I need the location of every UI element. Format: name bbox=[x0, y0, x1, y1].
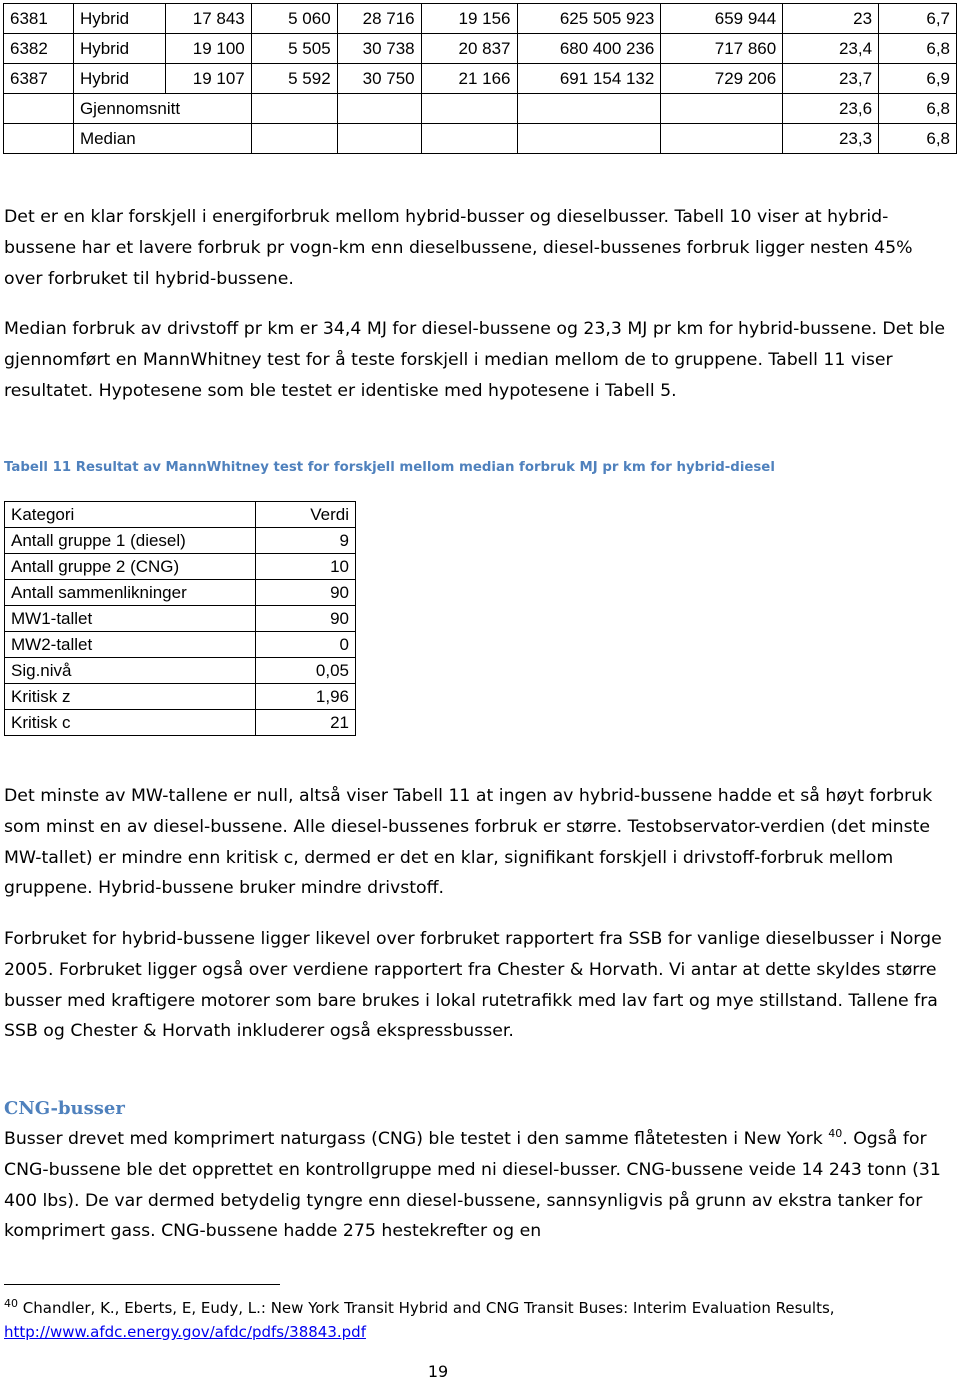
empty-cell bbox=[337, 124, 421, 154]
table-row bbox=[4, 34, 957, 64]
empty-cell bbox=[251, 94, 337, 124]
stats-header-kategori: Kategori bbox=[5, 502, 256, 528]
fuel-data-rows bbox=[4, 4, 957, 154]
paragraph-median-consumption: Median forbruk av drivstoff pr km er 34,4 MJ for diesel-bussene og 23,3 MJ pr km for hybrid-bussene. Det ble gjennomført en MannWhitney test for å teste forskjell i median mellom de to gruppene. Tabell 11 viser resultatet. Hypotesene som ble testet er identiske med hypotesene i Tabell 5. bbox=[4, 319, 946, 401]
paragraph-energy-difference: Det er en klar forskjell i energiforbruk mellom hybrid-busser og dieselbusser. Tabell 10 viser at hybrid-bussene har et lavere forbruk pr vogn-km enn dieselbussene, diesel-bussenes forbruk ligger nesten 45% over forbruket til hybrid-bussene. bbox=[4, 207, 913, 289]
table-cell: Hybrid bbox=[73, 4, 165, 34]
cng-text-start: Busser drevet med komprimert naturgass (CNG) ble testet i den samme flåtetesten i New York bbox=[4, 1129, 829, 1149]
table-cell: 28 716 bbox=[337, 4, 421, 34]
page-number: 19 bbox=[427, 1362, 449, 1381]
stats-kategori: Sig.nivå bbox=[5, 658, 256, 684]
footnote-reference[interactable]: 40 bbox=[828, 1127, 843, 1141]
stats-header-verdi: Verdi bbox=[256, 502, 356, 528]
summary-value-2: 6,8 bbox=[879, 94, 957, 124]
table-cell: 5 592 bbox=[251, 64, 337, 94]
stats-verdi: 0 bbox=[256, 632, 356, 658]
table-row bbox=[5, 658, 356, 684]
table-cell: 6382 bbox=[4, 34, 74, 64]
stats-kategori: Kritisk c bbox=[5, 710, 256, 736]
table-cell: 6,9 bbox=[879, 64, 957, 94]
table-cell: 23,7 bbox=[783, 64, 879, 94]
fuel-data-table bbox=[3, 3, 957, 154]
footnote-text: Chandler, K., Eberts, E, Eudy, L.: New York Transit Hybrid and CNG Transit Buses: Interim Evaluation Results, bbox=[18, 1299, 835, 1317]
table-cell: 19 156 bbox=[421, 4, 517, 34]
empty-cell bbox=[517, 94, 661, 124]
table-cell: 6387 bbox=[4, 64, 74, 94]
table-cell: Hybrid bbox=[73, 64, 165, 94]
stats-verdi: 10 bbox=[256, 554, 356, 580]
empty-cell bbox=[421, 124, 517, 154]
table-cell: 6,7 bbox=[879, 4, 957, 34]
stats-verdi: 9 bbox=[256, 528, 356, 554]
table-row bbox=[5, 710, 356, 736]
paragraph-cng-busses bbox=[4, 1124, 954, 1247]
cng-text-end: . Også for CNG-bussene ble det opprettet en kontrollgruppe med ni diesel-busser. CNG-bussene veide 14 243 tonn (31 400 lbs). De var dermed betydelig tyngre enn diesel-bussene, sannsynligvis på grunn av ekstra tanker for komprimert gass. CNG-bussene hadde 275 hestekrefter og en bbox=[4, 1129, 941, 1242]
table-row bbox=[5, 606, 356, 632]
empty-cell bbox=[337, 94, 421, 124]
table-row bbox=[5, 684, 356, 710]
empty-cell bbox=[4, 124, 74, 154]
stats-verdi: 0,05 bbox=[256, 658, 356, 684]
empty-cell bbox=[517, 124, 661, 154]
empty-cell bbox=[661, 94, 783, 124]
table-row bbox=[5, 554, 356, 580]
table-cell: Hybrid bbox=[73, 34, 165, 64]
stats-kategori: Antall gruppe 2 (CNG) bbox=[5, 554, 256, 580]
table-cell: 659 944 bbox=[661, 4, 783, 34]
mannwhitney-results-table bbox=[4, 501, 356, 736]
empty-cell bbox=[251, 124, 337, 154]
empty-cell bbox=[4, 94, 74, 124]
empty-cell bbox=[421, 94, 517, 124]
paragraph-mw-conclusion: Det minste av MW-tallene er null, altså viser Tabell 11 at ingen av hybrid-bussene hadde et så høyt forbruk som minst en av diesel-bussene. Alle diesel-bussenes forbruk er større. Testobservator-verdien (det minste MW-tallet) er mindre enn kritisk c, dermed er det en klar, signifikant forskjell i drivstoff-forbruk mellom gruppene. Hybrid-bussene bruker mindre drivstoff. bbox=[4, 786, 933, 899]
stats-rows bbox=[5, 528, 356, 736]
summary-row bbox=[4, 94, 957, 124]
paragraph-ssb-comparison: Forbruket for hybrid-bussene ligger likevel over forbruket rapportert fra SSB for vanlige dieselbusser i Norge 2005. Forbruket ligger også over verdiene rapportert fra Chester & Horvath. Vi antar at dette skyldes større busser med kraftigere motorer som bare brukes i lokal rutetrafikk med lav fart og mye stillstand. Tallene fra SSB og Chester & Horvath inkluderer også ekspressbusser. bbox=[4, 929, 942, 1042]
table-cell: 19 100 bbox=[165, 34, 251, 64]
table-cell: 21 166 bbox=[421, 64, 517, 94]
stats-header-row bbox=[5, 502, 356, 528]
table-cell: 19 107 bbox=[165, 64, 251, 94]
table-cell: 6381 bbox=[4, 4, 74, 34]
table-row bbox=[5, 632, 356, 658]
empty-cell bbox=[661, 124, 783, 154]
footnote-divider bbox=[4, 1284, 280, 1285]
stats-verdi: 1,96 bbox=[256, 684, 356, 710]
summary-label: Median bbox=[73, 124, 251, 154]
table-cell: 691 154 132 bbox=[517, 64, 661, 94]
table-cell: 680 400 236 bbox=[517, 34, 661, 64]
table-cell: 5 060 bbox=[251, 4, 337, 34]
table-row bbox=[4, 4, 957, 34]
summary-value-2: 6,8 bbox=[879, 124, 957, 154]
table-cell: 5 505 bbox=[251, 34, 337, 64]
section-heading-cng: CNG-busser bbox=[4, 1098, 125, 1119]
summary-label: Gjennomsnitt bbox=[73, 94, 251, 124]
stats-kategori: Kritisk z bbox=[5, 684, 256, 710]
table-cell: 30 750 bbox=[337, 64, 421, 94]
stats-verdi: 21 bbox=[256, 710, 356, 736]
table-cell: 729 206 bbox=[661, 64, 783, 94]
stats-kategori: MW2-tallet bbox=[5, 632, 256, 658]
summary-value-1: 23,6 bbox=[783, 94, 879, 124]
table-cell: 30 738 bbox=[337, 34, 421, 64]
table-row bbox=[5, 580, 356, 606]
table-cell: 23 bbox=[783, 4, 879, 34]
stats-kategori: Antall gruppe 1 (diesel) bbox=[5, 528, 256, 554]
stats-kategori: Antall sammenlikninger bbox=[5, 580, 256, 606]
footnote-number: 40 bbox=[4, 1297, 18, 1310]
table-cell: 23,4 bbox=[783, 34, 879, 64]
table-cell: 625 505 923 bbox=[517, 4, 661, 34]
table-cell: 20 837 bbox=[421, 34, 517, 64]
table-cell: 717 860 bbox=[661, 34, 783, 64]
footnote bbox=[4, 1296, 954, 1344]
stats-kategori: MW1-tallet bbox=[5, 606, 256, 632]
stats-verdi: 90 bbox=[256, 580, 356, 606]
table-row bbox=[4, 64, 957, 94]
table-11-caption: Tabell 11 Resultat av MannWhitney test for forskjell mellom median forbruk MJ pr km for hybrid-diesel bbox=[4, 460, 775, 475]
summary-row bbox=[4, 124, 957, 154]
table-cell: 6,8 bbox=[879, 34, 957, 64]
table-row bbox=[5, 528, 356, 554]
summary-value-1: 23,3 bbox=[783, 124, 879, 154]
footnote-link[interactable]: http://www.afdc.energy.gov/afdc/pdfs/38843.pdf bbox=[4, 1323, 366, 1341]
table-cell: 17 843 bbox=[165, 4, 251, 34]
stats-verdi: 90 bbox=[256, 606, 356, 632]
